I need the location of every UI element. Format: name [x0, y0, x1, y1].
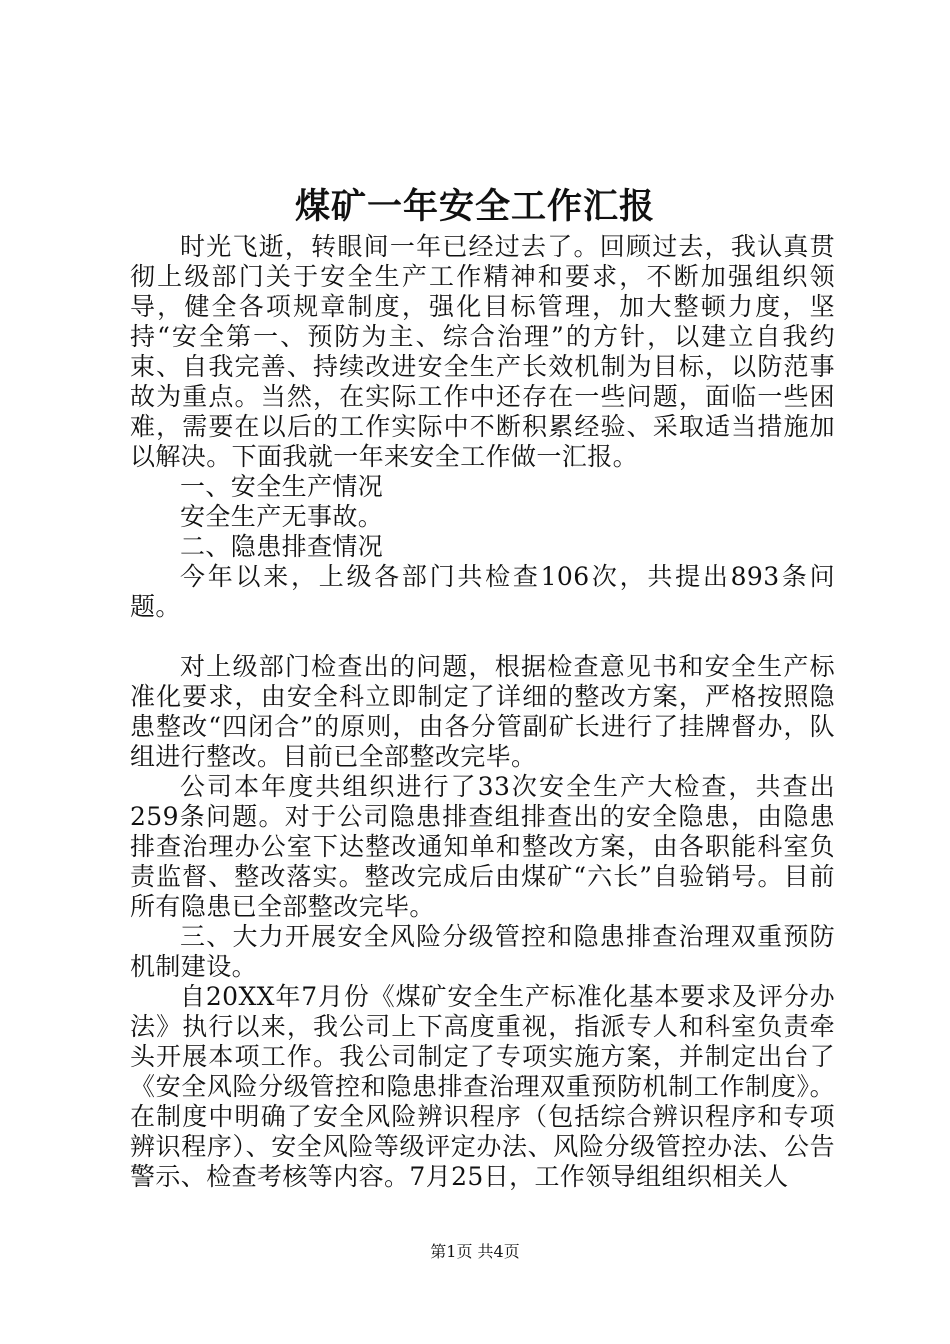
rectification-paragraph: 对上级部门检查出的问题，根据检查意见书和安全生产标准化要求，由安全科立即制定了详细的整改方案，严格按照隐患整改“四闭合”的原则，由各分管副矿长进行了挂牌督办，队组进行整改。目前已全部整改完毕。	[130, 652, 835, 771]
document-body	[130, 232, 835, 1192]
dual-prevention-paragraph: 自20XX年7月份《煤矿安全生产标准化基本要求及评分办法》执行以来，我公司上下高度重视，指派专人和科室负责牵头开展本项工作。我公司制定了专项实施方案，并制定出台了《安全风险分级管控和隐患排查治理双重预防机制工作制度》。在制度中明确了安全风险辨识程序（包括综合辨识程序和专项辨识程序）、安全风险等级评定办法、风险分级管控办法、公告警示、检查考核等内容。7月25日，工作领导组组织相关人	[130, 982, 835, 1191]
section-heading-dual-prevention: 三、大力开展安全风险分级管控和隐患排查治理双重预防机制建设。	[130, 922, 835, 981]
company-inspection-paragraph: 公司本年度共组织进行了33次安全生产大检查，共查出259条问题。对于公司隐患排查组排查出的安全隐患，由隐患排查治理办公室下达整改通知单和整改方案，由各职能科室负责监督、整改落实。整改完成后由煤矿“六长”自验销号。目前所有隐患已全部整改完毕。	[130, 772, 835, 921]
section-heading-hazard-inspection: 二、隐患排查情况	[180, 532, 384, 561]
page-number-footer: 第1页 共4页	[430, 1242, 520, 1261]
document-title: 煤矿一年安全工作汇报	[294, 186, 655, 227]
section-heading-safety-production: 一、安全生产情况	[180, 472, 384, 501]
safety-production-paragraph: 安全生产无事故。	[180, 502, 384, 531]
inspection-count-paragraph: 今年以来，上级各部门共检查106次，共提出893条问题。	[130, 562, 835, 621]
intro-paragraph: 时光飞逝，转眼间一年已经过去了。回顾过去，我认真贯彻上级部门关于安全生产工作精神和要求，不断加强组织领导，健全各项规章制度，强化目标管理，加大整顿力度，坚持“安全第一、预防为主、综合治理”的方针，以建立自我约束、自我完善、持续改进安全生产长效机制为目标，以防范事故为重点。当然，在实际工作中还存在一些问题，面临一些困难，需要在以后的工作实际中不断积累经验、采取适当措施加以解决。下面我就一年来安全工作做一汇报。	[130, 232, 835, 471]
